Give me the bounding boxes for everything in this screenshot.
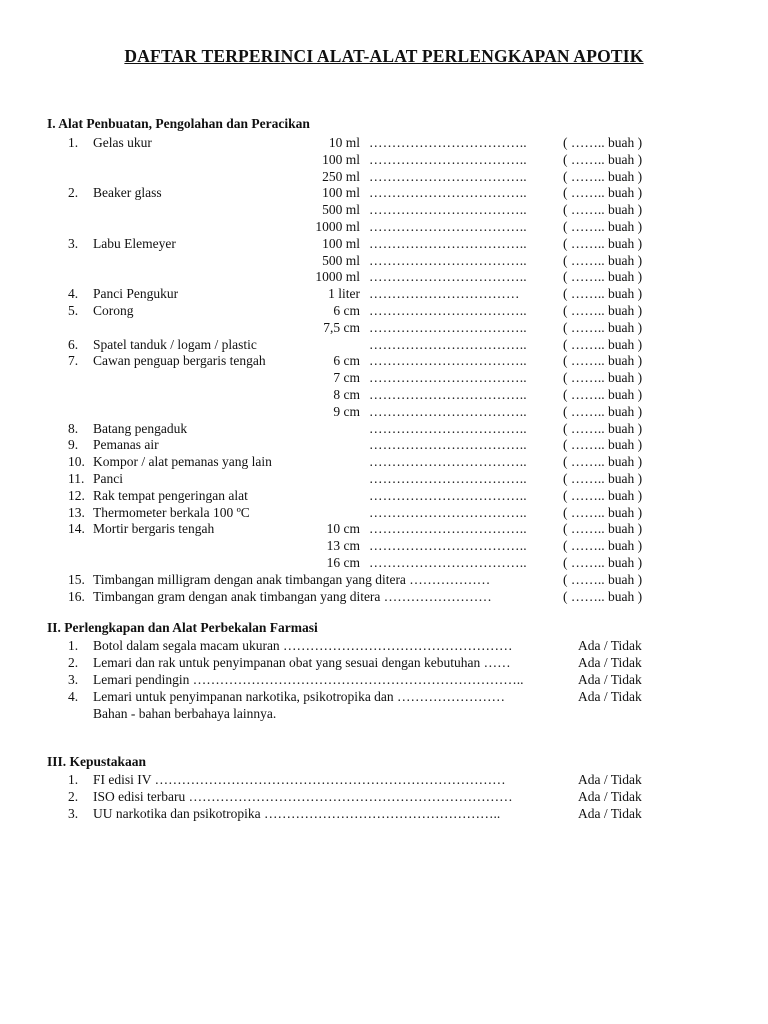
item-name: Mortir bergaris tengah (93, 521, 215, 537)
item-dots: …………………………….. (369, 336, 527, 352)
item-dots: …………………………….. (369, 403, 527, 419)
item-quantity: ( …….. buah ) (563, 219, 643, 234)
item-dots: …………………………….. (369, 219, 527, 234)
answer-options: Ada / Tidak (578, 655, 642, 670)
item-number: 7. (68, 353, 79, 369)
item-size: 8 cm (333, 387, 360, 402)
item-number: 1. (68, 135, 79, 150)
item-number: 3. (68, 806, 79, 821)
equipment-row (0, 554, 768, 571)
item-dots: …………………………….. (369, 504, 527, 520)
equipment-row (0, 520, 768, 537)
item-quantity: ( …….. buah ) (563, 403, 643, 419)
item-dots: …………………………….. (369, 252, 527, 268)
item-size: 7,5 cm (323, 319, 360, 335)
item-size: 6 cm (333, 303, 360, 318)
answer-options: Ada / Tidak (578, 689, 642, 704)
equipment-row (0, 470, 768, 487)
item-size: 100 ml (322, 235, 360, 251)
item-quantity: ( …….. buah ) (563, 504, 643, 520)
item-text: Botol dalam segala macam ukuran …………………………………………… (93, 638, 513, 653)
checklist-row (0, 705, 768, 722)
equipment-row (0, 336, 768, 353)
answer-options: Ada / Tidak (578, 806, 642, 821)
item-name: Kompor / alat pemanas yang lain (93, 454, 272, 470)
item-name: Panci Pengukur (93, 286, 179, 302)
item-number: 9. (68, 437, 79, 453)
item-number: 12. (68, 487, 85, 503)
item-dots: …………………………….. (369, 437, 527, 453)
item-quantity: ( …….. buah ) (563, 235, 643, 251)
item-dots: …………………………….. (369, 387, 527, 402)
item-number: 3. (68, 235, 79, 251)
item-size: 500 ml (322, 202, 360, 218)
checklist-row (0, 788, 768, 805)
item-name: Thermometer berkala 100 ºC (93, 504, 250, 520)
item-name: Rak tempat pengeringan alat (93, 487, 248, 503)
item-size: 9 cm (333, 403, 360, 419)
item-quantity: ( …….. buah ) (563, 420, 643, 436)
equipment-row (0, 352, 768, 369)
item-dots: …………………………….. (369, 370, 527, 386)
equipment-row (0, 436, 768, 453)
item-quantity: ( …….. buah ) (563, 538, 643, 554)
item-number: 13. (68, 504, 85, 520)
item-number: 10. (68, 454, 85, 470)
equipment-row (0, 168, 768, 185)
item-dots: …………………………….. (369, 471, 527, 486)
equipment-row (0, 252, 768, 269)
item-number: 5. (68, 303, 79, 318)
item-number: 2. (68, 185, 79, 201)
item-size: 250 ml (322, 168, 360, 184)
answer-options: Ada / Tidak (578, 672, 642, 687)
section-2-heading: II. Perlengkapan dan Alat Perbekalan Farmasi (47, 620, 318, 635)
answer-options: Ada / Tidak (578, 638, 642, 653)
item-quantity: ( …….. buah ) (563, 487, 643, 503)
equipment-row (0, 285, 768, 302)
item-number: 1. (68, 638, 79, 653)
checklist-row (0, 688, 768, 705)
item-quantity: ( …….. buah ) (563, 135, 643, 150)
answer-options: Ada / Tidak (578, 789, 642, 804)
item-name: Batang pengaduk (93, 420, 188, 436)
equipment-row (0, 151, 768, 168)
item-dots: …………………………….. (369, 303, 527, 318)
item-dots: …………………………….. (369, 135, 527, 150)
item-size: 100 ml (322, 185, 360, 201)
item-quantity: ( …….. buah ) (563, 353, 643, 369)
item-number: 3. (68, 672, 79, 687)
item-size: 16 cm (326, 555, 360, 570)
item-size: 1000 ml (315, 269, 360, 285)
section-1-heading: I. Alat Penbuatan, Pengolahan dan Peracikan (47, 116, 310, 131)
item-quantity: ( …….. buah ) (563, 185, 643, 201)
equipment-row (0, 403, 768, 420)
equipment-row (0, 504, 768, 521)
item-size: 500 ml (322, 252, 360, 268)
item-quantity: ( …….. buah ) (563, 151, 643, 167)
item-name: Pemanas air (93, 437, 159, 453)
checklist-row (0, 771, 768, 788)
item-quantity: ( …….. buah ) (563, 336, 643, 352)
equipment-row (0, 571, 768, 588)
checklist-row (0, 805, 768, 822)
equipment-row (0, 235, 768, 252)
item-name: Beaker glass (93, 185, 162, 201)
item-quantity: ( …….. buah ) (563, 555, 643, 570)
item-number: 2. (68, 655, 79, 670)
item-quantity: ( …….. buah ) (563, 168, 643, 184)
item-name: Timbangan milligram dengan anak timbangan yang ditera ……………… (93, 571, 491, 587)
item-dots: …………………………….. (369, 235, 527, 251)
item-quantity: ( …….. buah ) (563, 370, 643, 386)
item-dots: …………………………….. (369, 420, 527, 436)
answer-options: Ada / Tidak (578, 772, 642, 787)
item-dots: …………………………….. (369, 269, 527, 285)
item-quantity: ( …….. buah ) (563, 303, 643, 318)
item-quantity: ( …….. buah ) (563, 269, 643, 285)
equipment-row (0, 453, 768, 470)
item-quantity: ( …….. buah ) (563, 571, 643, 587)
equipment-row (0, 268, 768, 285)
item-name: Panci (93, 471, 123, 486)
item-text: FI edisi IV …………………………………………………………………… (93, 772, 506, 787)
item-size: 10 ml (328, 135, 360, 150)
item-name: Corong (93, 303, 134, 318)
item-number: 4. (68, 286, 79, 302)
item-number: 16. (68, 588, 85, 604)
item-dots: …………………………….. (369, 151, 527, 167)
item-size: 10 cm (326, 521, 360, 537)
item-text: Lemari dan rak untuk penyimpanan obat yang sesuai dengan kebutuhan …… (93, 655, 511, 670)
equipment-row (0, 386, 768, 403)
item-quantity: ( …….. buah ) (563, 471, 643, 486)
item-name: Gelas ukur (93, 135, 152, 150)
checklist-row (0, 637, 768, 654)
item-size: 13 cm (326, 538, 360, 554)
equipment-row (0, 369, 768, 386)
item-name: Labu Elemeyer (93, 235, 176, 251)
equipment-row (0, 218, 768, 235)
equipment-row (0, 184, 768, 201)
equipment-row (0, 319, 768, 336)
item-dots: …………………………….. (369, 185, 527, 201)
item-dots: …………………………….. (369, 538, 527, 554)
item-quantity: ( …….. buah ) (563, 319, 643, 335)
item-number: 15. (68, 571, 85, 587)
item-text: Lemari untuk penyimpanan narkotika, psikotropika dan …………………… (93, 689, 506, 704)
item-size: 6 cm (333, 353, 360, 369)
item-name: Spatel tanduk / logam / plastic (93, 336, 257, 352)
item-number: 4. (68, 689, 79, 704)
item-number: 6. (68, 336, 79, 352)
item-name: Cawan penguap bergaris tengah (93, 353, 266, 369)
item-dots: …………………………….. (369, 555, 527, 570)
item-dots: …………………………….. (369, 454, 527, 470)
equipment-row (0, 201, 768, 218)
item-number: 8. (68, 420, 79, 436)
equipment-row (0, 134, 768, 151)
item-dots: …………………………….. (369, 487, 527, 503)
equipment-row (0, 420, 768, 437)
checklist-row (0, 654, 768, 671)
item-dots: …………………………… (369, 286, 520, 302)
item-quantity: ( …….. buah ) (563, 252, 643, 268)
item-text: UU narkotika dan psikotropika …………………………………………….. (93, 806, 501, 821)
item-quantity: ( …….. buah ) (563, 437, 643, 453)
equipment-row (0, 537, 768, 554)
item-dots: …………………………….. (369, 521, 527, 537)
equipment-row (0, 302, 768, 319)
equipment-row (0, 487, 768, 504)
item-dots: …………………………….. (369, 319, 527, 335)
item-size: 1000 ml (315, 219, 360, 234)
item-dots: …………………………….. (369, 353, 527, 369)
item-quantity: ( …….. buah ) (563, 521, 643, 537)
item-quantity: ( …….. buah ) (563, 202, 643, 218)
item-name: Timbangan gram dengan anak timbangan yang ditera …………………… (93, 588, 492, 604)
item-number: 11. (68, 471, 85, 486)
item-text: Bahan - bahan berbahaya lainnya. (93, 706, 277, 721)
checklist-row (0, 671, 768, 688)
item-size: 100 ml (322, 151, 360, 167)
item-number: 14. (68, 521, 85, 537)
page-title: DAFTAR TERPERINCI ALAT-ALAT PERLENGKAPAN APOTIK (124, 46, 644, 66)
item-quantity: ( …….. buah ) (563, 387, 643, 402)
item-number: 1. (68, 772, 79, 787)
item-text: Lemari pendingin ……………………………………………………………….. (93, 672, 524, 687)
item-text: ISO edisi terbaru ……………………………………………………………… (93, 789, 513, 804)
item-size: 1 liter (328, 286, 360, 302)
item-quantity: ( …….. buah ) (563, 588, 643, 604)
equipment-row (0, 588, 768, 605)
section-3-heading: III. Kepustakaan (47, 754, 147, 769)
item-dots: …………………………….. (369, 202, 527, 218)
item-size: 7 cm (333, 370, 360, 386)
item-quantity: ( …….. buah ) (563, 286, 643, 302)
item-number: 2. (68, 789, 79, 804)
item-quantity: ( …….. buah ) (563, 454, 643, 470)
item-dots: …………………………….. (369, 168, 527, 184)
